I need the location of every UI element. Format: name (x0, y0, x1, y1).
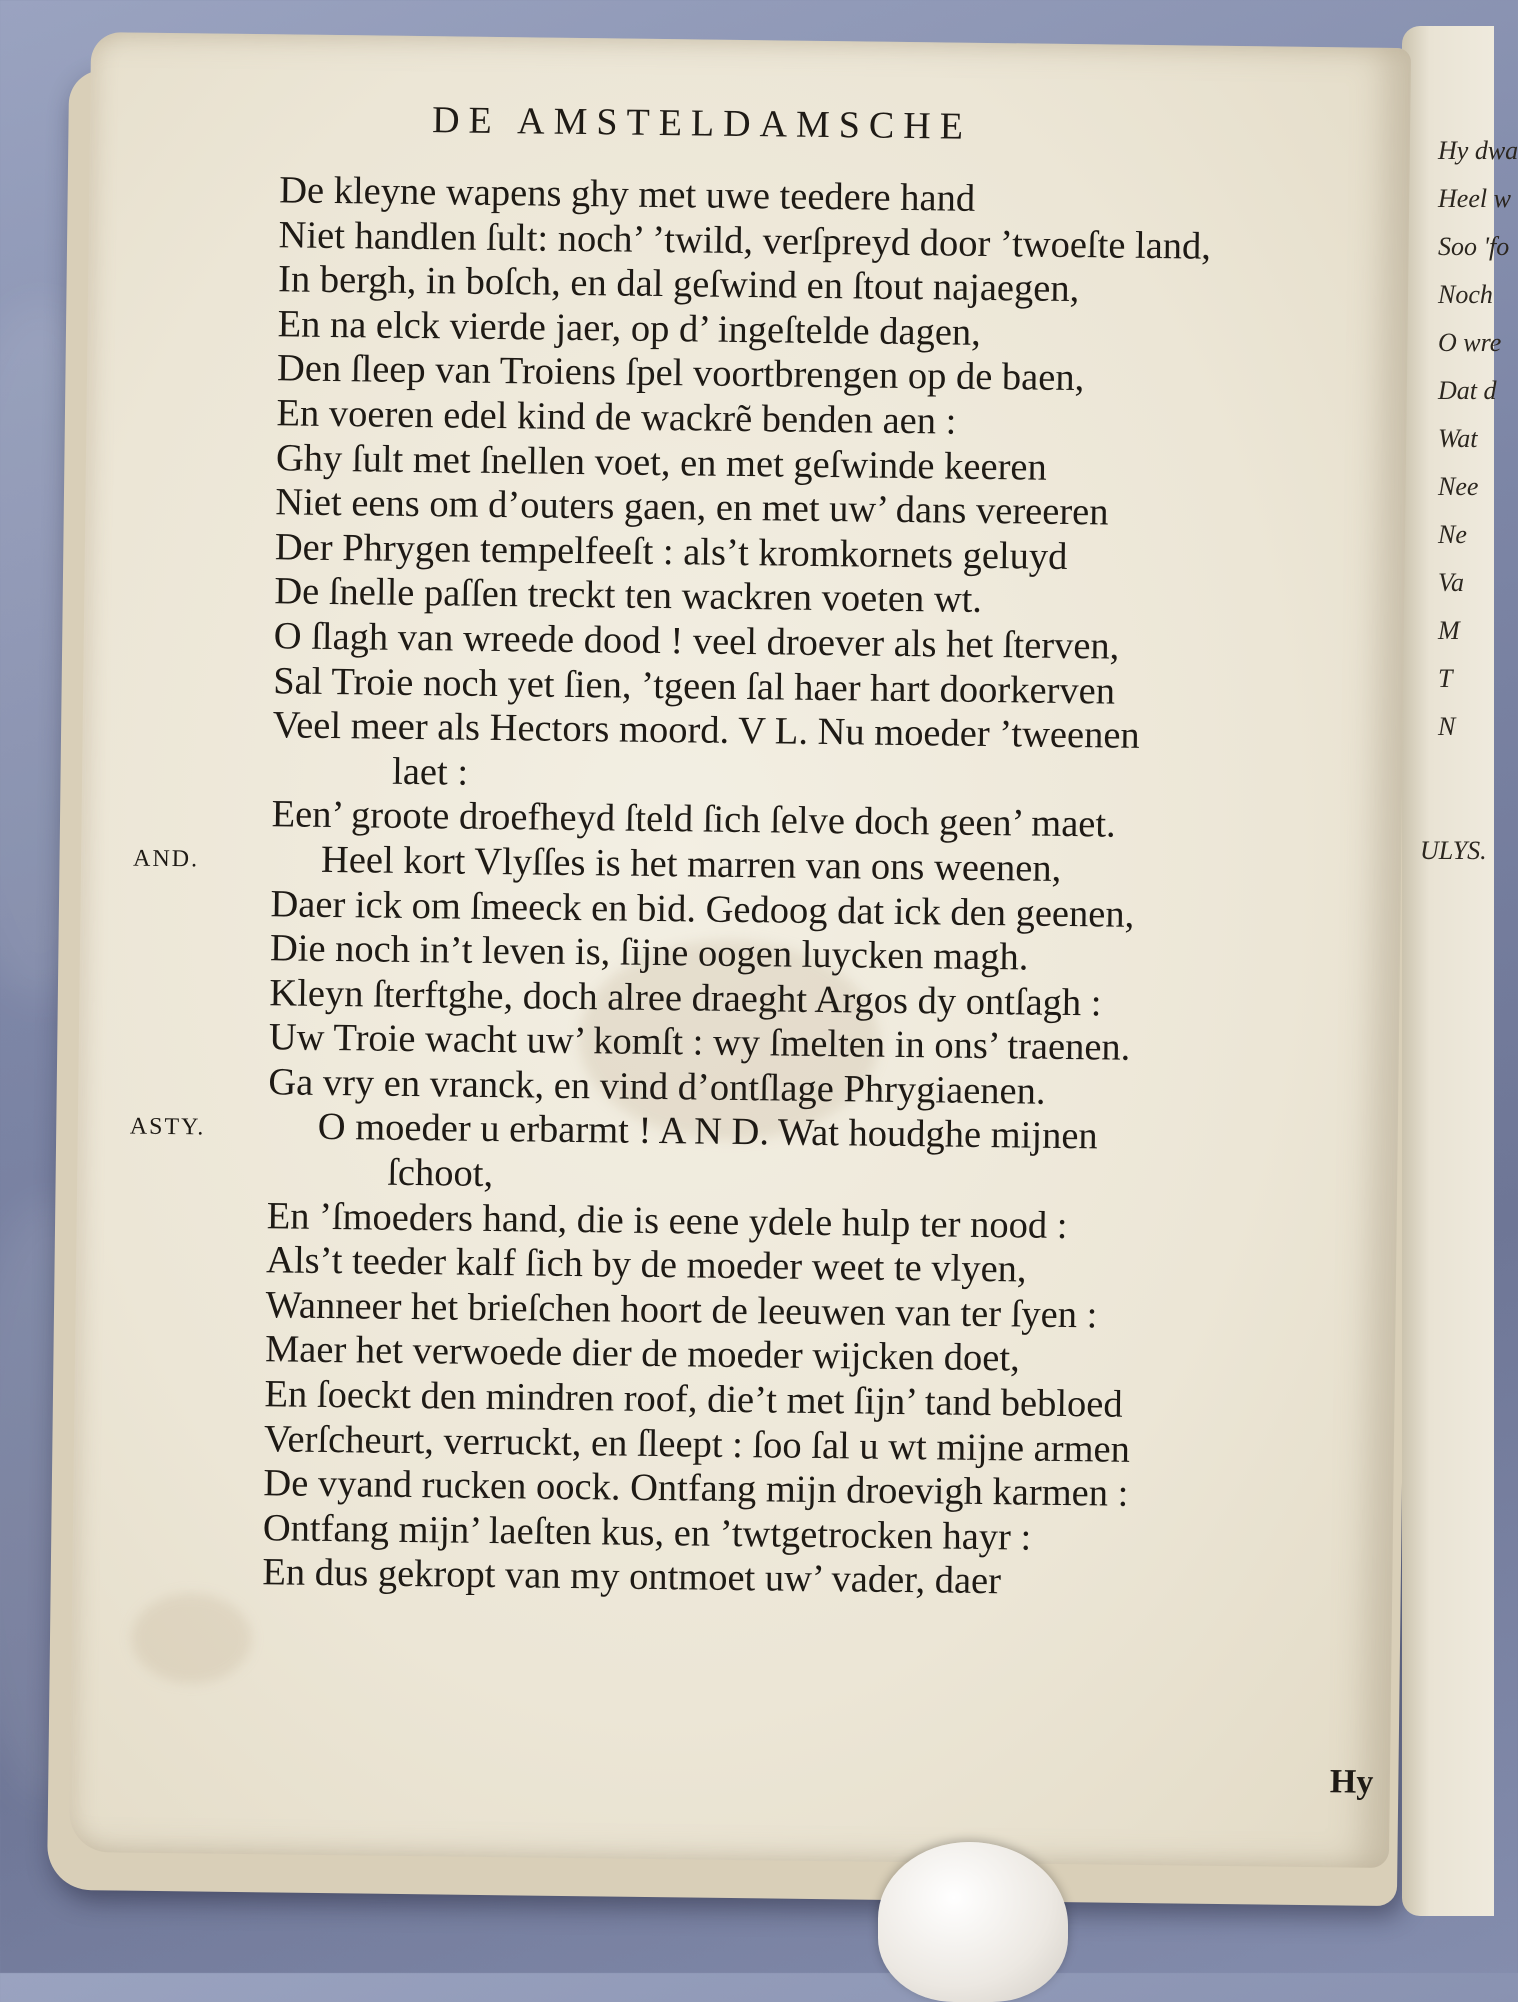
verse-line: Veel meer als Hectors moord. V L. Nu moeder ’tweenen (272, 704, 1140, 757)
verse-line: O ſlagh van wreede dood ! veel droever als het ſterven, (273, 615, 1120, 668)
verse-line: En ſoeckt den mindren roof, die’t met ſijn’ tand bebloed (264, 1373, 1123, 1426)
verse-line: Niet handlen ſult: noch’ ’twild, verſpreyd door ’twoeſte land, (278, 213, 1212, 268)
page-weight (878, 1842, 1068, 2002)
verse-line: Den ſleep van Troiens ſpel voortbrengen op de baen, (276, 347, 1085, 400)
verse-line: En ’ſmoeders hand, die is eene ydele hulp ter nood : (266, 1194, 1068, 1247)
verse-line: Verſcheurt, verruckt, en ſleept : ſoo ſal u wt mijne armen (263, 1417, 1131, 1471)
facing-page-text: Soo 'fo (1438, 232, 1510, 261)
verse-line: Ghy ſult met ſnellen voet, en met geſwinde keeren (275, 436, 1048, 489)
verse-line: Die noch in’t leven is, ſijne oogen luycken magh. (269, 927, 1029, 979)
verse-line: En voeren edel kind de wackrẽ benden aen : (276, 392, 957, 443)
book-page (69, 32, 1411, 1868)
verse-line: Der Phrygen tempelfeeſt : als’t kromkornets geluyd (274, 526, 1068, 578)
speaker-label: AND. (132, 845, 200, 873)
facing-page-text: Va (1438, 568, 1464, 597)
facing-page-fragment (1402, 26, 1518, 1916)
facing-page-text: M (1438, 616, 1460, 645)
verse-line: Een’ groote droefheyd ſteld ſich ſelve doch geen’ maet. (271, 793, 1116, 846)
facing-page-text: Dat d (1438, 376, 1497, 405)
speaker-label: ASTY. (129, 1113, 206, 1141)
facing-page-text: Heel w (1438, 184, 1511, 213)
facing-page-text: Nee (1438, 472, 1479, 501)
running-head: DE AMSTELDAMSCHE (431, 99, 973, 148)
verse-line: Uw Troie wacht uw’ komſt : wy ſmelten in ons’ traenen. (268, 1016, 1131, 1070)
verse-line: Als’t teeder kalf ſich by de moeder weet te vlyen, (265, 1239, 1027, 1291)
verse-line: Maer het verwoede dier de moeder wijcken doet, (264, 1328, 1020, 1380)
verse-line: laet : (391, 750, 469, 794)
facing-page-text: ULYS. (1420, 836, 1487, 865)
verse-line: ſchoot, (386, 1151, 494, 1196)
verse-line: De vyand rucken oock. Ontfang mijn droevigh karmen : (263, 1462, 1129, 1516)
verse-line: Wanneer het brieſchen hoort de leeuwen van ter ſyen : (265, 1284, 1098, 1337)
verse-line: En dus gekropt van my ontmoet uw’ vader, daer (262, 1551, 1002, 1603)
verse-line: Ga vry en vranck, en vind d’ontſlage Phrygiaenen. (268, 1061, 1046, 1113)
facing-page-text: N (1438, 712, 1456, 741)
verse-line: Kleyn ſterftghe, doch alree draeght Argos dy ontſagh : (269, 971, 1102, 1025)
facing-page-text: Ne (1438, 520, 1467, 549)
verse-line: Niet eens om d’outers gaen, en met uw’ dans vereeren (275, 481, 1109, 534)
facing-page-text: Noch (1438, 280, 1493, 309)
verse-line: Sal Troie noch yet ſien, ’tgeen ſal haer hart doorkerven (272, 659, 1116, 713)
facing-page-text: O wre (1438, 328, 1502, 357)
verse-line: En na elck vierde jaer, op d’ ingeſtelde dagen, (277, 303, 982, 354)
facing-page-text: T (1438, 664, 1453, 693)
verse-block (262, 168, 1212, 1606)
verse-line: Ontfang mijn’ laeſten kus, en ’twtgetrocken hayr : (262, 1507, 1032, 1559)
facing-page-text: Hy dwa (1438, 136, 1518, 165)
verse-line: De ſnelle paſſen treckt ten wackren voeten wt. (274, 570, 983, 622)
verse-line: In bergh, in boſch, en dal geſwind en ſtout najaegen, (277, 258, 1080, 311)
catchword: Hy (1329, 1763, 1374, 1801)
verse-line: Daer ick om ſmeeck en bid. Gedoog dat ick den geenen, (270, 882, 1135, 936)
facing-page-text: Wat (1438, 424, 1478, 453)
verse-line: Heel kort Vlyſſes is het marren van ons weenen, (320, 838, 1062, 890)
verse-line: O moeder u erbarmt ! A N D. Wat houdghe mijnen (317, 1106, 1098, 1158)
verse-line: De kleyne wapens ghy met uwe teedere hand (278, 169, 976, 220)
